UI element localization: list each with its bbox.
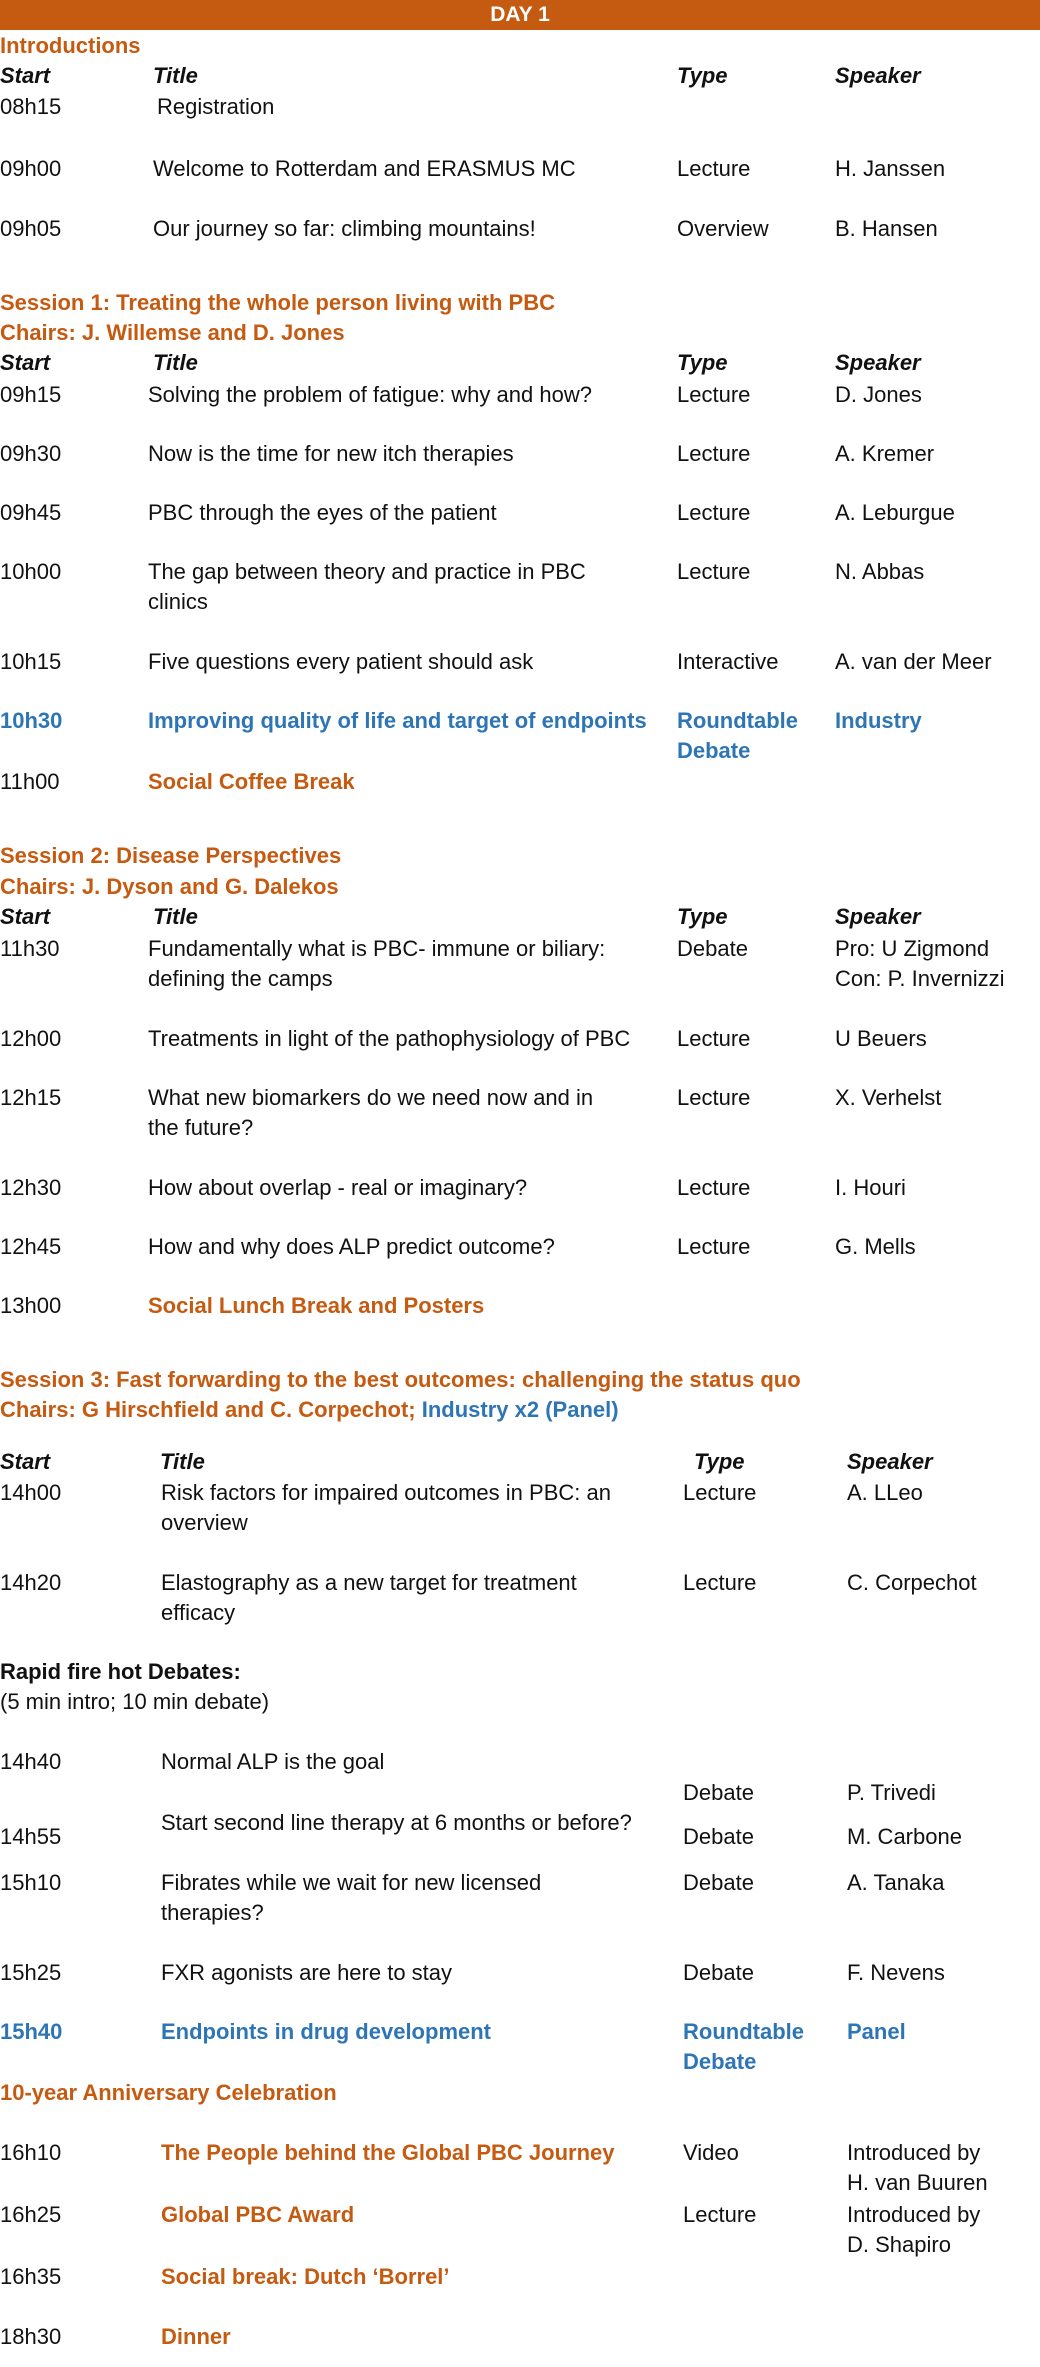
row-title: Treatments in light of the pathophysiology of PBC (148, 1026, 631, 1051)
header-title: Title (160, 1449, 205, 1474)
row-speaker: H. Janssen (835, 156, 946, 181)
row-title: Now is the time for new itch therapies (148, 441, 514, 466)
row-speaker: A. Kremer (835, 441, 935, 466)
row-title-line2: efficacy (161, 1600, 236, 1625)
row-speaker: C. Corpechot (847, 1570, 977, 1595)
row-start: 14h55 (0, 1824, 62, 1849)
row-type: Lecture (677, 1234, 751, 1259)
row-title: Solving the problem of fatigue: why and how? (148, 382, 592, 407)
row-start: 16h10 (0, 2140, 62, 2165)
day-title-bar: DAY 1 (0, 0, 1040, 30)
row-title: Social Lunch Break and Posters (148, 1293, 485, 1318)
introductions-heading: Introductions (0, 33, 141, 58)
row-start: 15h40 (0, 2019, 63, 2044)
header-speaker: Speaker (835, 63, 921, 88)
row-start: 09h05 (0, 216, 62, 241)
row-start: 16h25 (0, 2202, 62, 2227)
header-title: Title (153, 904, 198, 929)
row-speaker: F. Nevens (847, 1960, 945, 1985)
row-title: The People behind the Global PBC Journey (161, 2140, 615, 2165)
session1-heading: Session 1: Treating the whole person living with PBC (0, 290, 555, 315)
row-start: 11h30 (0, 936, 60, 961)
row-title-line2: defining the camps (148, 966, 333, 991)
row-title: How and why does ALP predict outcome? (148, 1234, 555, 1259)
row-type: Debate (677, 936, 748, 961)
header-start: Start (0, 1449, 51, 1474)
row-title: PBC through the eyes of the patient (148, 500, 497, 525)
row-type: Roundtable (683, 2019, 804, 2044)
row-type: Overview (677, 216, 769, 241)
row-type-line2: Debate (677, 738, 751, 763)
row-speaker: D. Jones (835, 382, 922, 407)
row-title: Elastography as a new target for treatment (161, 1570, 577, 1595)
session2-chairs: Chairs: J. Dyson and G. Dalekos (0, 874, 339, 899)
row-title: Welcome to Rotterdam and ERASMUS MC (153, 156, 576, 181)
row-type: Lecture (677, 1026, 751, 1051)
row-start: 10h00 (0, 559, 62, 584)
row-start: 10h15 (0, 649, 62, 674)
row-title: Fundamentally what is PBC- immune or biliary: (148, 936, 606, 961)
row-type: Lecture (683, 1570, 757, 1595)
row-speaker: A. Leburgue (835, 500, 955, 525)
header-type: Type (677, 63, 728, 88)
header-speaker: Speaker (835, 350, 921, 375)
session3-chairs-industry: Industry x2 (Panel) (421, 1397, 619, 1422)
session3-chairs: Chairs: G Hirschfield and C. Corpechot; (0, 1397, 416, 1422)
row-type: Lecture (683, 1480, 757, 1505)
row-speaker: A. LLeo (847, 1480, 923, 1505)
row-title: Our journey so far: climbing mountains! (153, 216, 536, 241)
row-title: Registration (157, 94, 275, 119)
rapid-fire-heading: Rapid fire hot Debates: (0, 1659, 241, 1684)
header-start: Start (0, 350, 51, 375)
row-speaker: P. Trivedi (847, 1780, 936, 1805)
row-title: Endpoints in drug development (161, 2019, 491, 2044)
row-title: Dinner (161, 2324, 231, 2349)
row-speaker: B. Hansen (835, 216, 938, 241)
header-speaker: Speaker (835, 904, 921, 929)
row-speaker: G. Mells (835, 1234, 916, 1259)
header-speaker: Speaker (847, 1449, 933, 1474)
row-type: Debate (683, 1824, 754, 1849)
row-speaker: Pro: U Zigmond (835, 936, 990, 961)
row-type: Lecture (677, 559, 751, 584)
row-title: How about overlap - real or imaginary? (148, 1175, 528, 1200)
row-speaker: Panel (847, 2019, 906, 2044)
row-type: Lecture (677, 441, 751, 466)
row-title: Global PBC Award (161, 2202, 355, 2227)
row-start: 09h00 (0, 156, 62, 181)
header-start: Start (0, 63, 51, 88)
row-type: Roundtable (677, 708, 798, 733)
row-title: FXR agonists are here to stay (161, 1960, 453, 1985)
row-speaker: I. Houri (835, 1175, 906, 1200)
row-type: Lecture (683, 2202, 757, 2227)
row-start: 15h10 (0, 1870, 62, 1895)
row-title: Social Coffee Break (148, 769, 355, 794)
session3-chairs-line (0, 1395, 619, 1425)
row-speaker: X. Verhelst (835, 1085, 942, 1110)
row-start: 08h15 (0, 94, 62, 119)
row-start: 15h25 (0, 1960, 62, 1985)
row-type: Lecture (677, 1175, 751, 1200)
row-start: 09h30 (0, 441, 62, 466)
row-title: Fibrates while we wait for new licensed (161, 1870, 542, 1895)
session3-heading: Session 3: Fast forwarding to the best outcomes: challenging the status quo (0, 1367, 801, 1392)
row-title-line2: therapies? (161, 1900, 264, 1925)
row-title: Improving quality of life and target of endpoints (148, 708, 647, 733)
row-title-line2: the future? (148, 1115, 254, 1140)
row-type: Lecture (677, 1085, 751, 1110)
row-type-line2: Debate (683, 2049, 757, 2074)
row-title: Start second line therapy at 6 months or before? (161, 1810, 632, 1835)
row-start: 14h00 (0, 1480, 62, 1505)
row-start: 12h45 (0, 1234, 62, 1259)
row-start: 12h00 (0, 1026, 62, 1051)
row-start: 11h00 (0, 769, 60, 794)
row-type: Debate (683, 1960, 754, 1985)
header-start: Start (0, 904, 51, 929)
row-type: Lecture (677, 156, 751, 181)
row-start: 14h40 (0, 1749, 62, 1774)
row-title-line2: clinics (148, 589, 208, 614)
header-title: Title (153, 350, 198, 375)
row-speaker: M. Carbone (847, 1824, 962, 1849)
row-type: Lecture (677, 500, 751, 525)
row-title: Social break: Dutch ‘Borrel’ (161, 2264, 450, 2289)
header-type: Type (677, 904, 728, 929)
row-title: Five questions every patient should ask (148, 649, 534, 674)
anniversary-heading: 10-year Anniversary Celebration (0, 2080, 337, 2105)
row-speaker-line2: H. van Buuren (847, 2170, 988, 2195)
row-title: What new biomarkers do we need now and in (148, 1085, 594, 1110)
rapid-fire-subheading: (5 min intro; 10 min debate) (0, 1689, 270, 1714)
row-start: 10h30 (0, 708, 63, 733)
row-type: Interactive (677, 649, 779, 674)
row-start: 09h15 (0, 382, 62, 407)
header-type: Type (694, 1449, 745, 1474)
row-title: The gap between theory and practice in PBC (148, 559, 586, 584)
row-title-line2: overview (161, 1510, 248, 1535)
session2-heading: Session 2: Disease Perspectives (0, 843, 342, 868)
row-start: 16h35 (0, 2264, 62, 2289)
row-speaker-line2: Con: P. Invernizzi (835, 966, 1005, 991)
row-start: 12h30 (0, 1175, 62, 1200)
row-start: 12h15 (0, 1085, 62, 1110)
row-type: Lecture (677, 382, 751, 407)
row-title: Risk factors for impaired outcomes in PBC: an (161, 1480, 611, 1505)
row-type: Video (683, 2140, 739, 2165)
row-start: 14h20 (0, 1570, 62, 1595)
row-type: Debate (683, 1780, 754, 1805)
row-title: Normal ALP is the goal (161, 1749, 385, 1774)
row-speaker: A. Tanaka (847, 1870, 945, 1895)
row-speaker: Introduced by (847, 2202, 981, 2227)
row-speaker: U Beuers (835, 1026, 927, 1051)
session1-chairs: Chairs: J. Willemse and D. Jones (0, 320, 345, 345)
row-speaker: N. Abbas (835, 559, 925, 584)
row-type: Debate (683, 1870, 754, 1895)
row-speaker-line2: D. Shapiro (847, 2232, 951, 2257)
row-speaker: Introduced by (847, 2140, 981, 2165)
header-title: Title (153, 63, 198, 88)
row-start: 13h00 (0, 1293, 62, 1318)
header-type: Type (677, 350, 728, 375)
row-start: 18h30 (0, 2324, 62, 2349)
row-speaker: Industry (835, 708, 922, 733)
row-speaker: A. van der Meer (835, 649, 992, 674)
row-start: 09h45 (0, 500, 62, 525)
